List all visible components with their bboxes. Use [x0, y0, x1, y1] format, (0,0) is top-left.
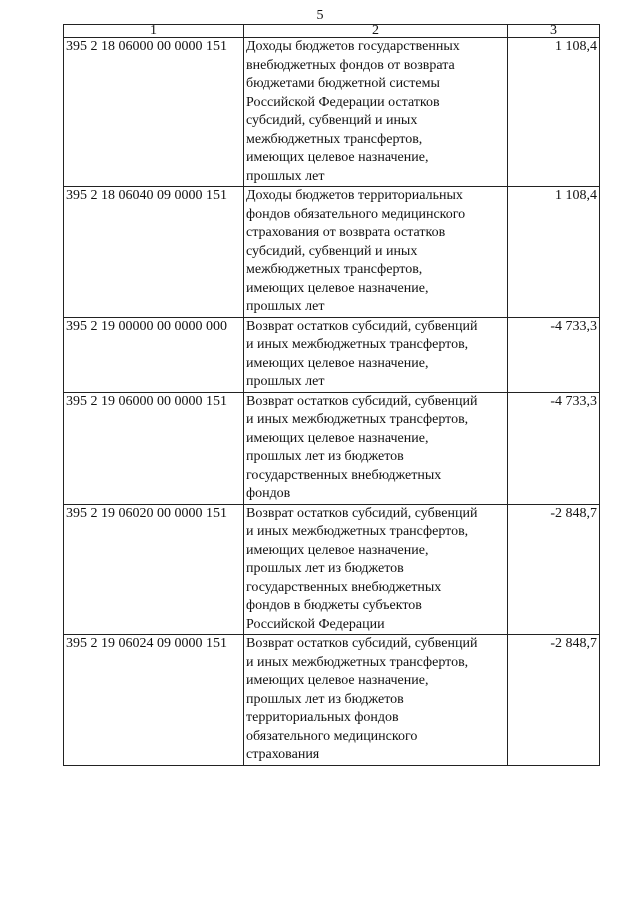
- description-line: Возврат остатков субсидий, субвенций: [246, 636, 478, 651]
- table-row: [64, 504, 600, 635]
- description-cell: [244, 504, 508, 635]
- description-line: имеющих целевое назначение,: [246, 150, 429, 165]
- description-line: и иных межбюджетных трансфертов,: [246, 337, 469, 352]
- amount-cell: 1 108,4: [508, 187, 600, 318]
- description-line: фондов обязательного медицинского: [246, 206, 466, 222]
- description-line: внебюджетных фондов от возврата: [246, 57, 455, 73]
- description-line: и иных межбюджетных трансфертов,: [246, 524, 469, 539]
- description-line: Возврат остатков субсидий, субвенций: [246, 393, 478, 409]
- table-row: [64, 392, 600, 504]
- amount-cell: -4 733,3: [508, 317, 600, 392]
- amount-cell: -4 733,3: [508, 392, 600, 504]
- table-row: [64, 317, 600, 392]
- header-row: [64, 25, 600, 38]
- description-line: Доходы бюджетов государственных: [246, 39, 460, 54]
- table-row: [64, 38, 600, 187]
- description-line: и иных межбюджетных трансфертов,: [246, 412, 469, 427]
- description-line: Российской Федерации: [246, 616, 385, 632]
- budget-code-cell: 395 2 18 06000 00 0000 151: [64, 38, 244, 187]
- header-col-1: 1: [64, 25, 244, 38]
- budget-code-cell: 395 2 19 06024 09 0000 151: [64, 635, 244, 766]
- description-cell: [244, 317, 508, 392]
- amount-cell: -2 848,7: [508, 504, 600, 635]
- description-line: Возврат остатков субсидий, субвенций: [246, 505, 478, 521]
- description-line: имеющих целевое назначение,: [246, 430, 429, 446]
- description-line: и иных межбюджетных трансфертов,: [246, 654, 469, 670]
- table-row: [64, 635, 600, 766]
- amount-cell: 1 108,4: [508, 38, 600, 187]
- description-line: государственных внебюджетных: [246, 467, 442, 483]
- description-line: имеющих целевое назначение,: [246, 542, 429, 558]
- description-line: Возврат остатков субсидий, субвенций: [246, 318, 478, 334]
- description-line: межбюджетных трансфертов,: [246, 131, 423, 147]
- description-line: прошлых лет из бюджетов: [246, 449, 404, 464]
- description-line: субсидий, субвенций и иных: [246, 243, 418, 259]
- description-line: прошлых лет: [246, 299, 325, 314]
- table-row: [64, 187, 600, 318]
- budget-code-cell: 395 2 19 06020 00 0000 151: [64, 504, 244, 635]
- description-line: государственных внебюджетных: [246, 579, 442, 595]
- description-line: обязательного медицинского: [246, 728, 418, 744]
- description-line: прошлых лет из бюджетов: [246, 691, 404, 707]
- description-line: прошлых лет: [246, 168, 325, 184]
- budget-code-cell: 395 2 19 00000 00 0000 000: [64, 317, 244, 392]
- description-line: страхования от возврата остатков: [246, 225, 446, 240]
- amount-cell: -2 848,7: [508, 635, 600, 766]
- description-line: Российской Федерации остатков: [246, 94, 440, 110]
- description-line: территориальных фондов: [246, 710, 399, 725]
- header-col-2: 2: [244, 25, 508, 38]
- description-line: межбюджетных трансфертов,: [246, 262, 423, 277]
- description-line: имеющих целевое назначение,: [246, 673, 429, 688]
- description-line: фондов в бюджеты субъектов: [246, 598, 422, 613]
- description-line: прошлых лет: [246, 374, 325, 389]
- description-line: страхования: [246, 747, 320, 762]
- description-line: имеющих целевое назначение,: [246, 355, 429, 371]
- description-cell: [244, 635, 508, 766]
- budget-code-cell: 395 2 18 06040 09 0000 151: [64, 187, 244, 318]
- table-header: [64, 25, 600, 38]
- page-number: 5: [316, 8, 324, 23]
- description-line: Доходы бюджетов территориальных: [246, 188, 463, 203]
- budget-code-cell: 395 2 19 06000 00 0000 151: [64, 392, 244, 504]
- description-line: имеющих целевое назначение,: [246, 280, 429, 296]
- table-body: [64, 38, 600, 766]
- description-cell: [244, 38, 508, 187]
- header-col-3: 3: [508, 25, 600, 38]
- budget-table: [63, 24, 600, 766]
- description-line: субсидий, субвенций и иных: [246, 113, 418, 128]
- description-cell: [244, 392, 508, 504]
- description-line: бюджетами бюджетной системы: [246, 76, 440, 91]
- description-cell: [244, 187, 508, 318]
- description-line: прошлых лет из бюджетов: [246, 561, 404, 576]
- description-line: фондов: [246, 486, 291, 501]
